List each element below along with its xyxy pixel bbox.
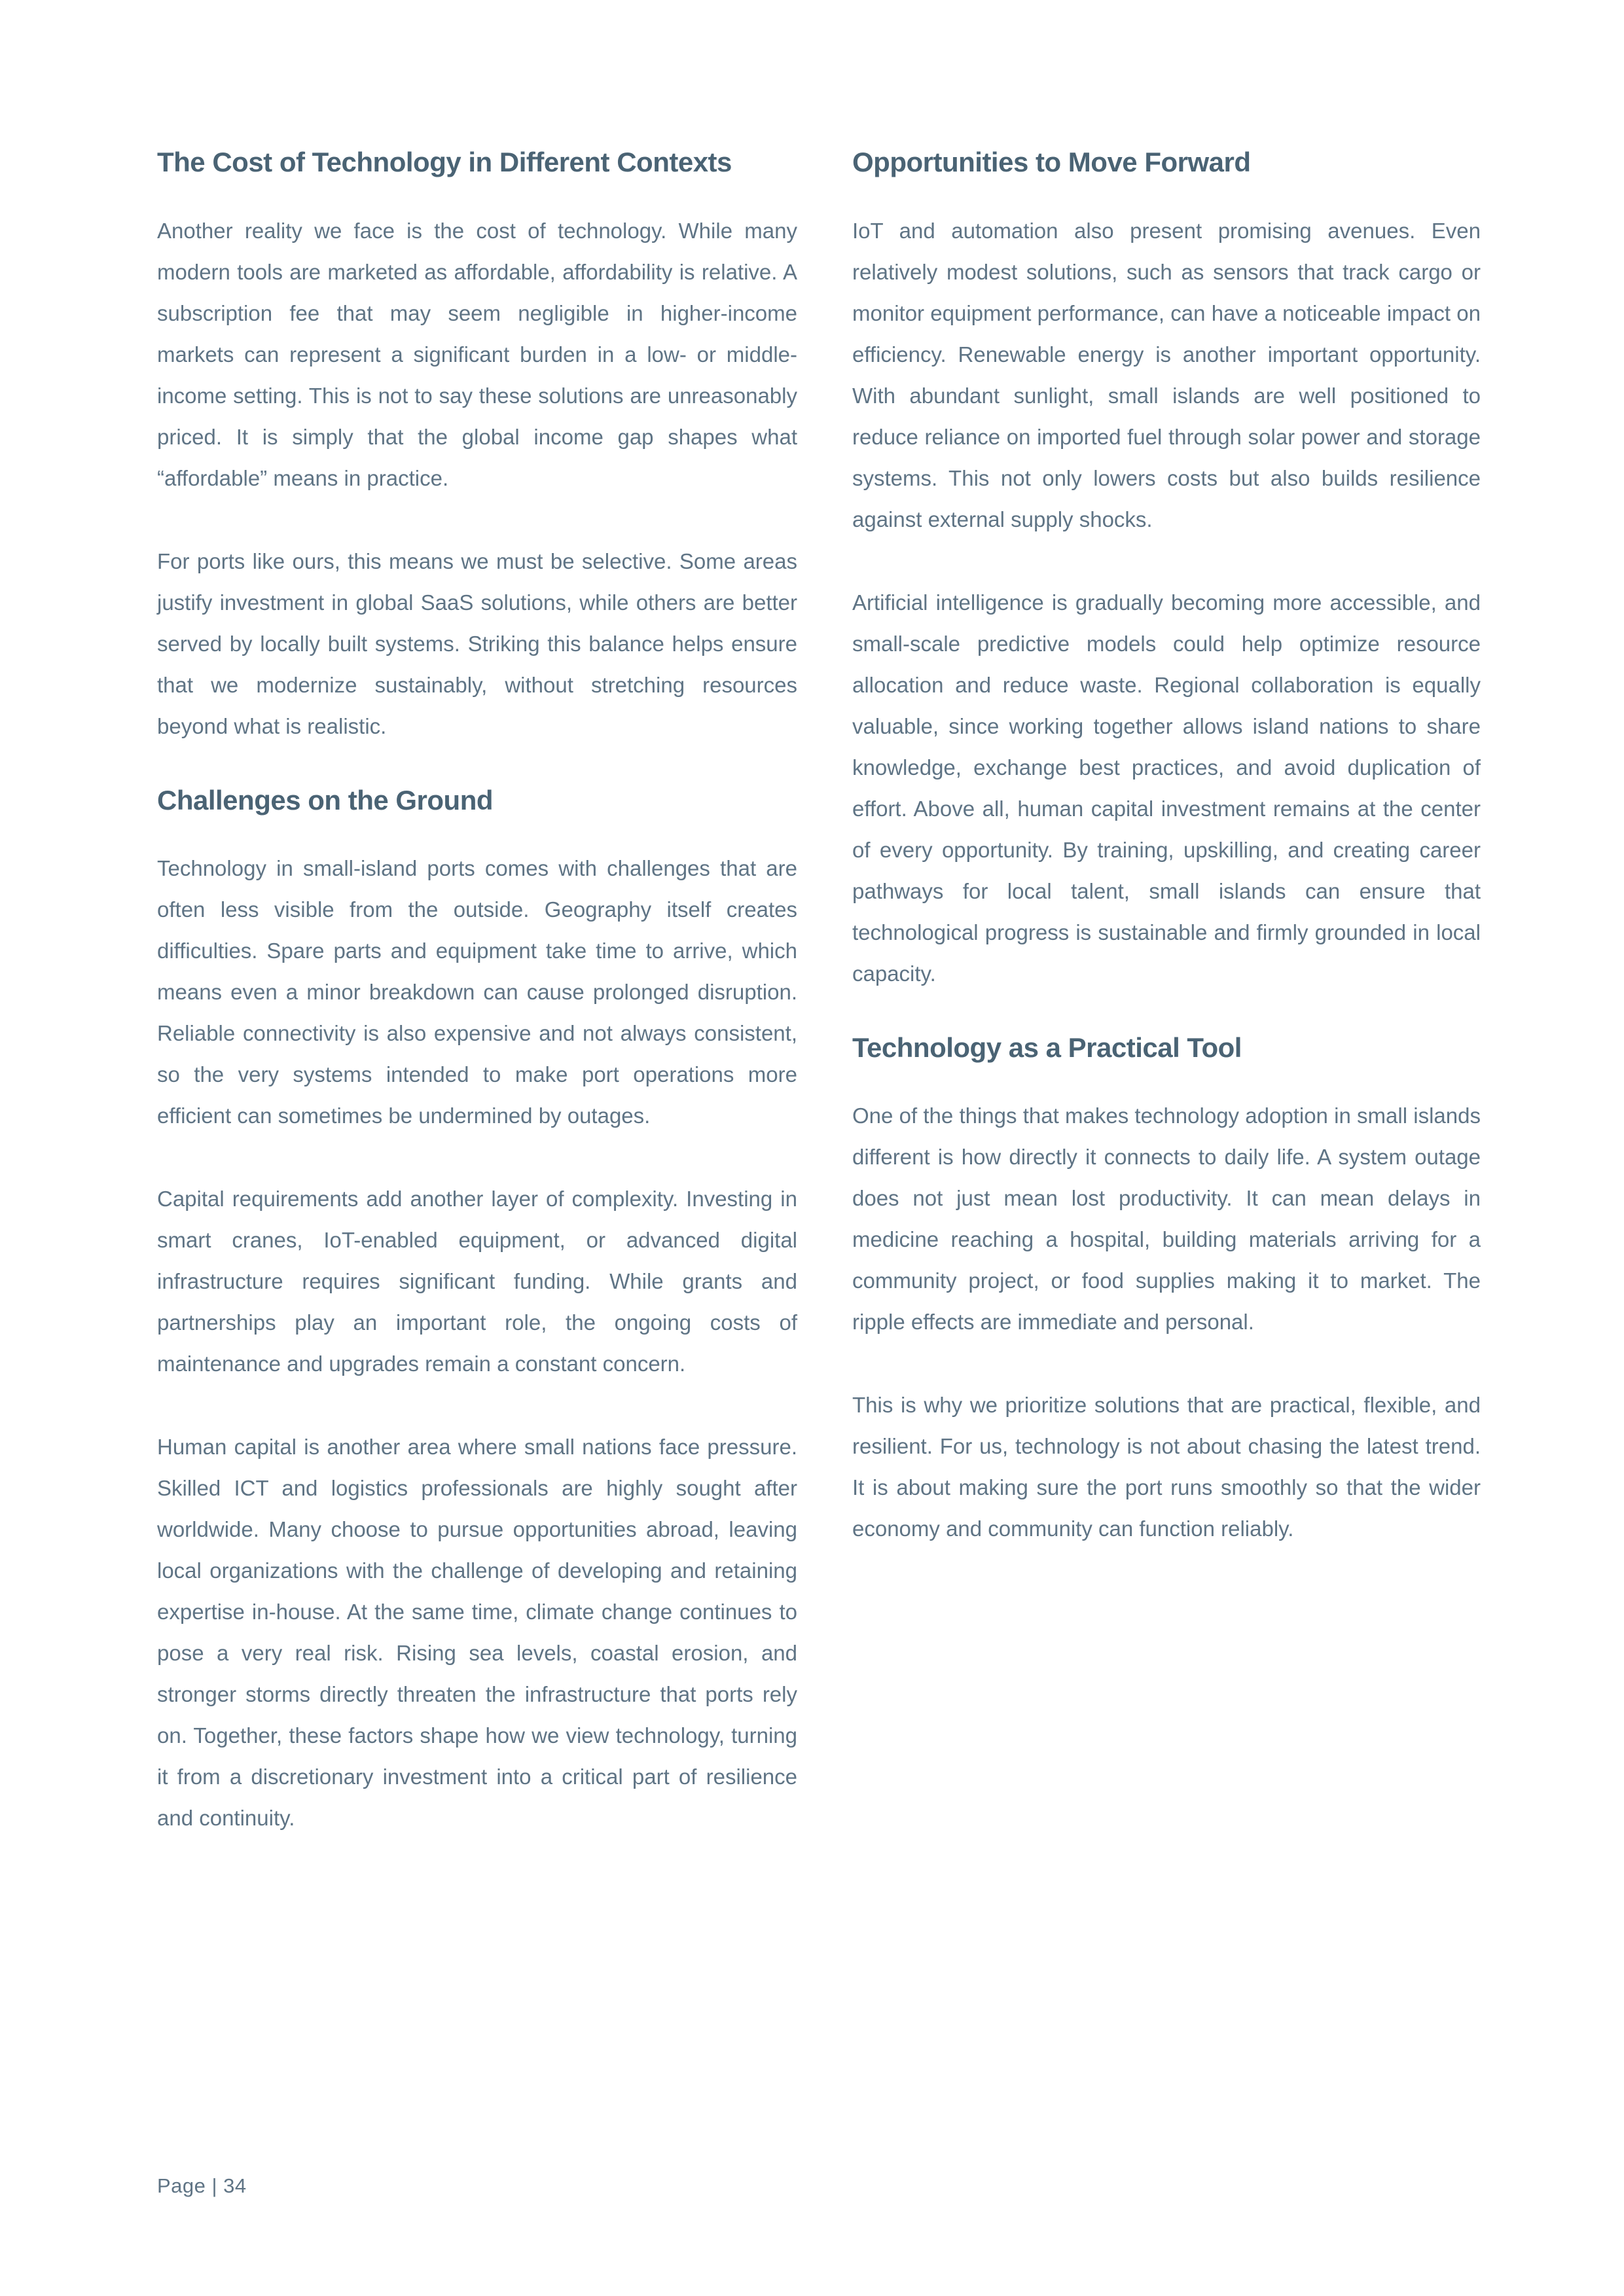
section-heading: The Cost of Technology in Different Contexts (157, 147, 732, 177)
paragraph: IoT and automation also present promising avenues. Even relatively modest solutions, such as sensors that track cargo or monitor equipment performance, can have a noticeable impact on efficiency. Renewable energy is another important opportunity. With abundant sunlight, small islands are well positioned to reduce reliance on imported fuel through solar power and storage systems. This not only lowers costs but also builds resilience against external supply shocks. (852, 218, 1481, 531)
section-heading: Opportunities to Move Forward (852, 147, 1251, 177)
left-column (157, 145, 797, 1839)
paragraph: For ports like ours, this means we must be selective. Some areas justify investment in global SaaS solutions, while others are better served by locally built systems. Striking this balance helps ensure that we modernize sustainably, without stretching resources beyond what is realistic. (157, 548, 797, 738)
paragraph: This is why we prioritize solutions that are practical, flexible, and resilient. For us, technology is not about chasing the latest trend. It is about making sure the port runs smoothly so that the wider economy and community can function reliably. (852, 1393, 1481, 1541)
page-number: Page | 34 (157, 2174, 247, 2197)
paragraph: One of the things that makes technology adoption in small islands different is how directly it connects to daily life. A system outage does not just mean lost productivity. It can mean delays in medicine reaching a hospital, building materials arriving for a community project, or food supplies making it to market. The ripple effects are immediate and personal. (852, 1103, 1481, 1334)
section-heading: Challenges on the Ground (157, 784, 494, 816)
paragraph: Capital requirements add another layer of complexity. Investing in smart cranes, IoT-enabled equipment, or advanced digital infrastructure requires significant funding. While grants and partnerships play an important role, the ongoing costs of maintenance and upgrades remain a constant concern. (157, 1187, 797, 1376)
paragraph: Another reality we face is the cost of technology. While many modern tools are marketed as affordable, affordability is relative. A subscription fee that may seem negligible in higher-income markets can represent a significant burden in a low- or middle-income setting. This is not to say these solutions are unreasonably priced. It is simply that the global income gap shapes what “affordable” means in practice. (157, 218, 797, 490)
paragraph: Technology in small-island ports comes with challenges that are often less visible from the outside. Geography itself creates difficulties. Spare parts and equipment take time to arrive, which means even a minor breakdown can cause prolonged disruption. Reliable connectivity is also expensive and not always consistent, so the very systems intended to make port operations more efficient can sometimes be undermined by outages. (157, 856, 797, 1128)
section-challenges-on-the-ground (157, 783, 797, 1839)
paragraph: Human capital is another area where small nations face pressure. Skilled ICT and logistics professionals are highly sought after worldwide. Many choose to pursue opportunities abroad, leaving local organizations with the challenge of developing and retaining expertise in-house. At the same time, climate change continues to pose a very real risk. Rising sea levels, coastal erosion, and stronger storms directly threaten the infrastructure that ports rely on. Together, these factors shape how we view technology, turning it from a discretionary investment into a critical part of resilience and continuity. (157, 1435, 797, 1830)
section-heading: Technology as a Practical Tool (852, 1031, 1242, 1063)
section-opportunities-to-move-forward (852, 145, 1481, 994)
section-cost-of-technology (157, 145, 797, 747)
section-technology-as-a-practical-tool (852, 1031, 1481, 1550)
right-column (852, 145, 1481, 1549)
paragraph: Artificial intelligence is gradually becoming more accessible, and small-scale predictive models could help optimize resource allocation and reduce waste. Regional collaboration is equally valuable, since working together allows island nations to share knowledge, exchange best practices, and avoid duplication of effort. Above all, human capital investment remains at the center of every opportunity. By training, upskilling, and creating career pathways for local talent, small islands can ensure that technological progress is sustainable and firmly grounded in local capacity. (852, 590, 1481, 986)
